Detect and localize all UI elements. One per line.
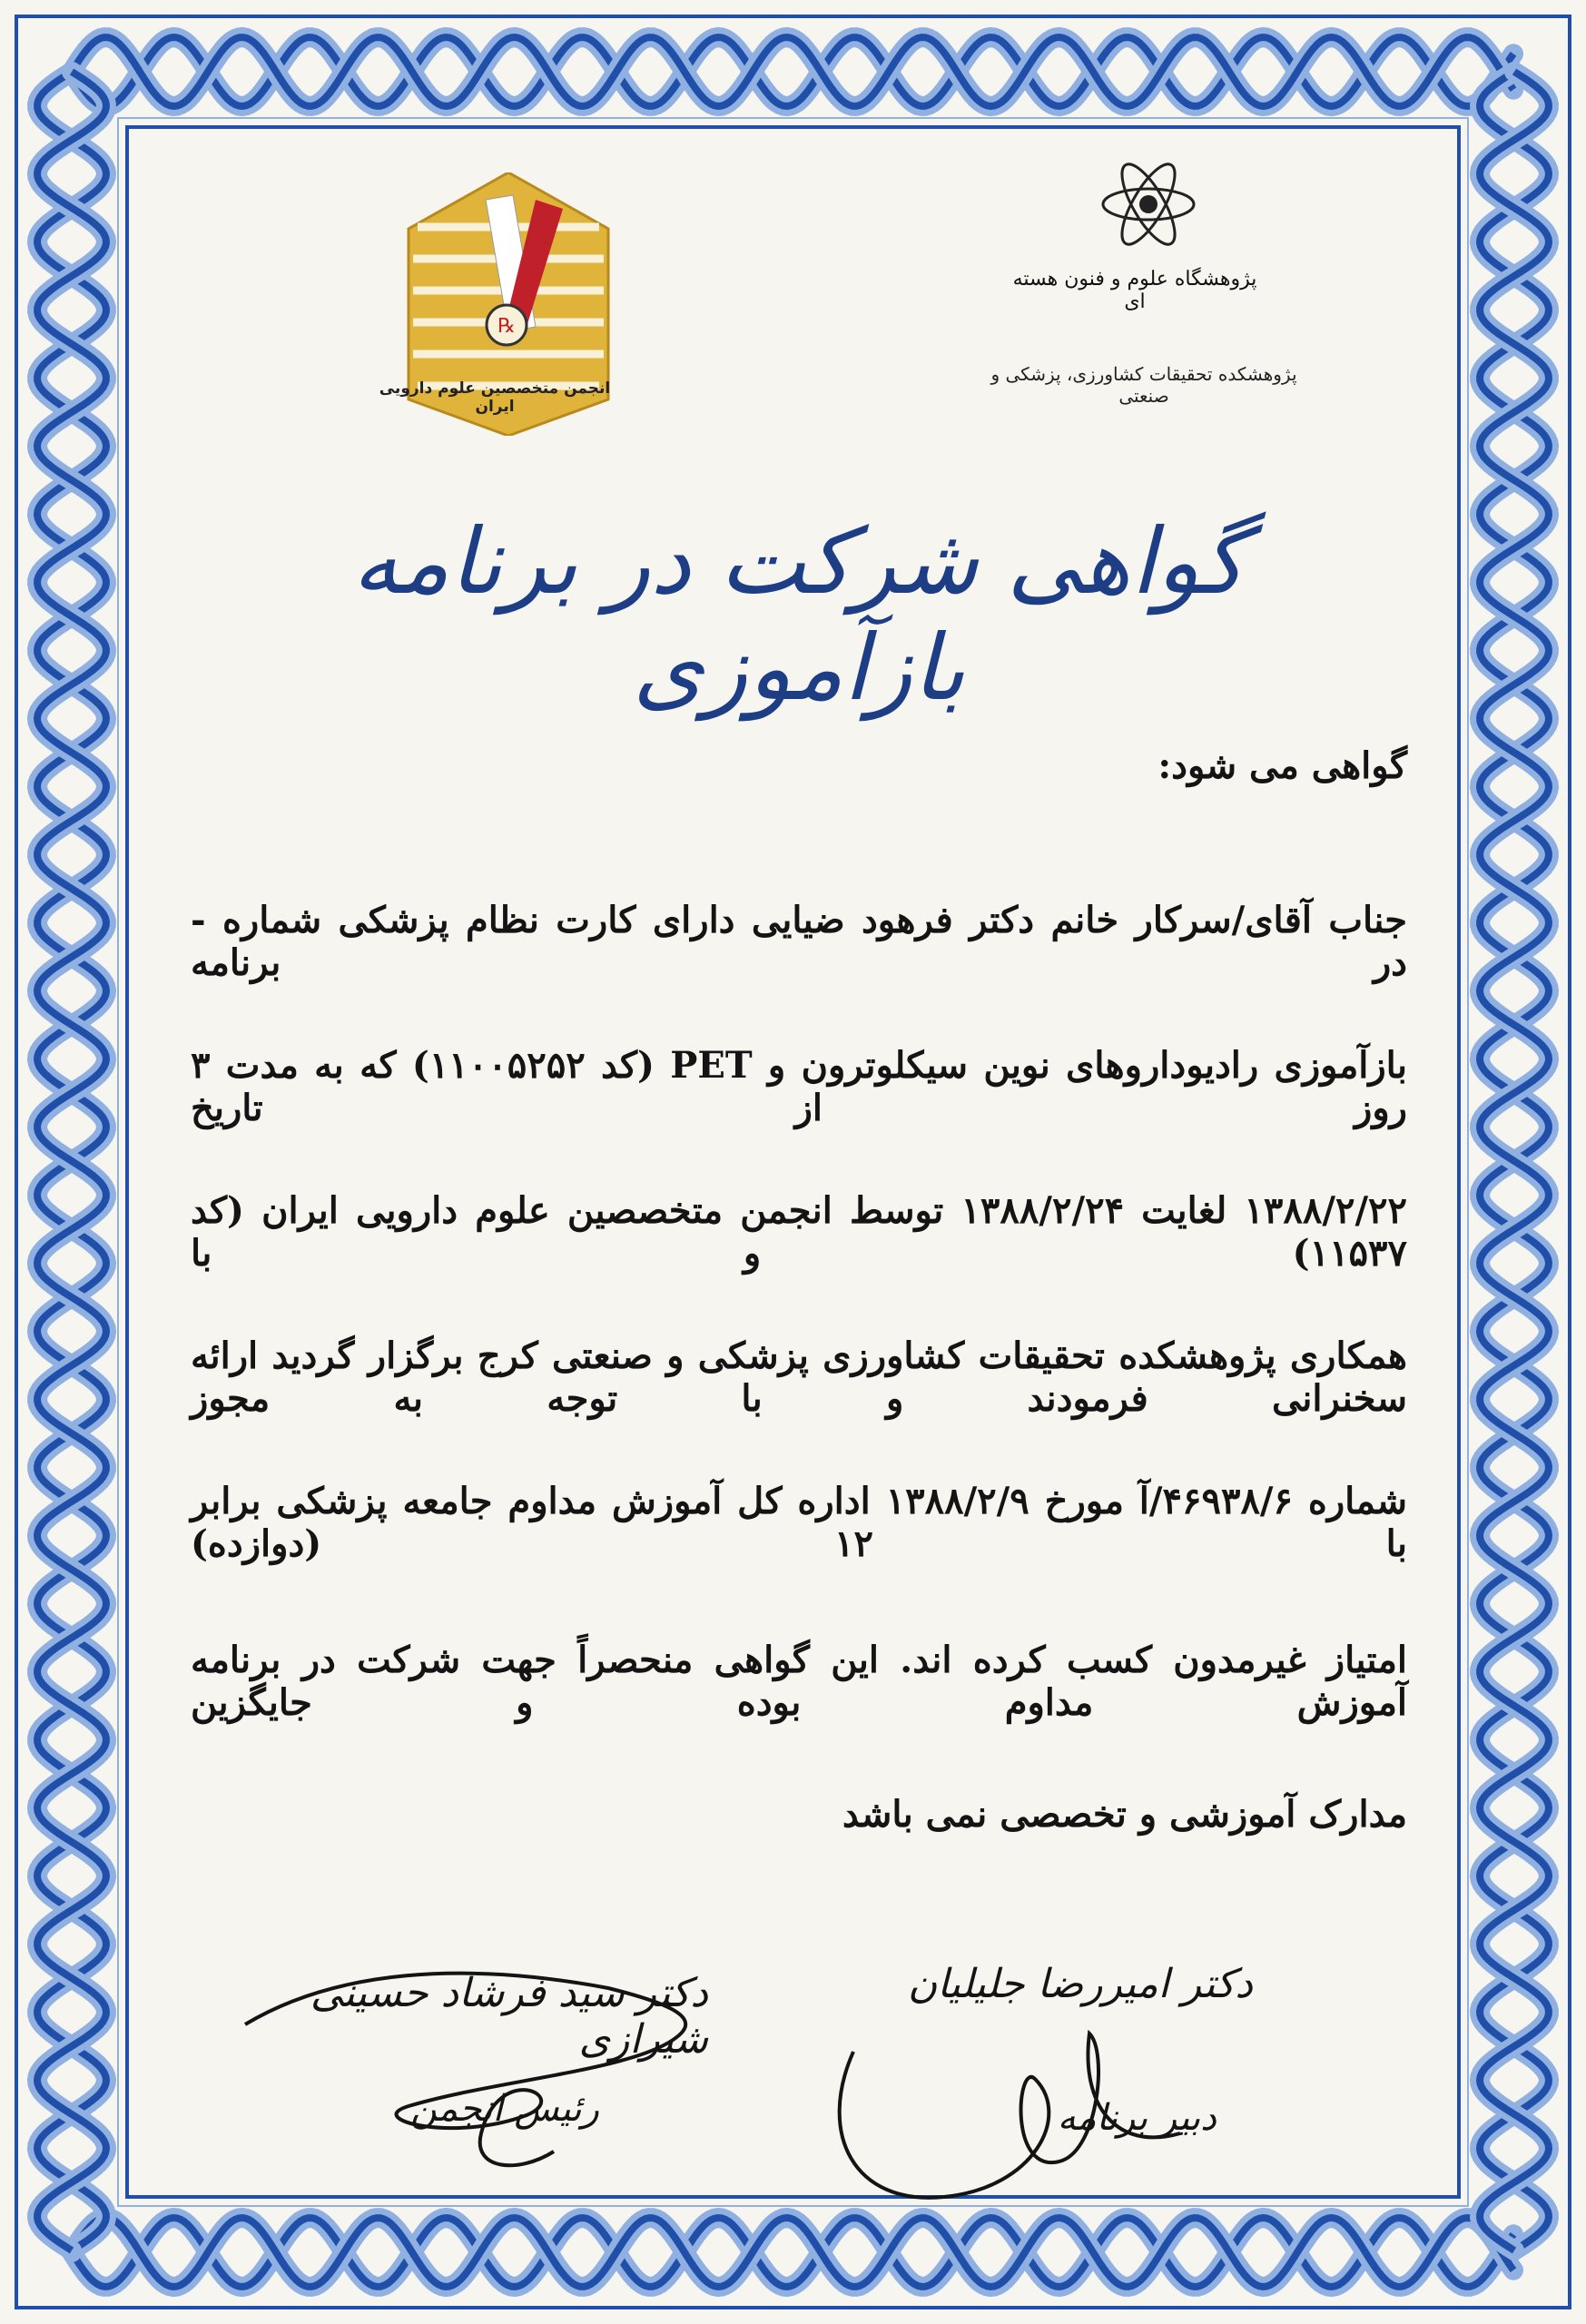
body-line-4: همکاری پژوهشکده تحقیقات کشاورزی پزشکی و صنعتی کرج برگزار گردید ارائه سخنرانی فرمودند و با توجه به مجوز bbox=[191, 1334, 1407, 1420]
body-line-6: امتیاز غیرمدون کسب کرده اند. این گواهی منحصراً جهت شرکت در برنامه آموزش مداوم بوده و جایگزین bbox=[191, 1639, 1407, 1724]
svg-text:℞: ℞ bbox=[497, 315, 516, 338]
research-school-line: پژوهشکده تحقیقات کشاورزی، پزشکی و صنعتی bbox=[990, 363, 1297, 407]
atom-icon bbox=[1098, 154, 1198, 254]
body-line-5: شماره ۴۶۹۳۸/۶/آ مورخ ۱۳۸۸/۲/۹ اداره کل آموزش مداوم جامعه پزشکی برابر با ۱۲ (دوازده) bbox=[191, 1480, 1408, 1565]
left-signature bbox=[227, 1952, 735, 2188]
left-signatory-name: دکتر سید فرشاد حسینی شیرازی bbox=[310, 1970, 708, 2063]
certificate-title: گواهی شرکت در برنامه بازآموزی bbox=[351, 508, 1246, 721]
body-line-7: مدارک آموزشی و تخصصی نمی باشد bbox=[842, 1793, 1407, 1836]
left-signatory-role: رئیس انجمن bbox=[410, 2088, 599, 2130]
intro-line: گواهی می شود: bbox=[1157, 744, 1407, 787]
body-line-2: بازآموزی رادیوداروهای نوین سیکلوترون و PET (کد ۱۱۰۰۵۲۵۲) که به مدت ۳ روز از تاریخ bbox=[191, 1044, 1408, 1129]
right-signatory-name: دکتر امیررضا جلیلیان bbox=[907, 1961, 1253, 2007]
body-line-1: جناب آقای/سرکار خانم دکتر فرهود ضیایی دارای کارت نظام پزشکی شماره - در برنامه bbox=[191, 899, 1407, 984]
right-signatory-role: دبیر برنامه bbox=[1057, 2097, 1217, 2139]
body-line-3: ۱۳۸۸/۲/۲۲ لغایت ۱۳۸۸/۲/۲۴ توسط انجمن متخصصین علوم دارویی ایران (کد ۱۱۵۳۷) و با bbox=[191, 1189, 1408, 1275]
nuclear-institute-caption: پژوهشگاه علوم و فنون هسته ای bbox=[1012, 268, 1257, 313]
association-logo-caption: انجمن متخصصین علوم دارویی ایران bbox=[379, 379, 611, 416]
right-signature bbox=[799, 1997, 1235, 2224]
